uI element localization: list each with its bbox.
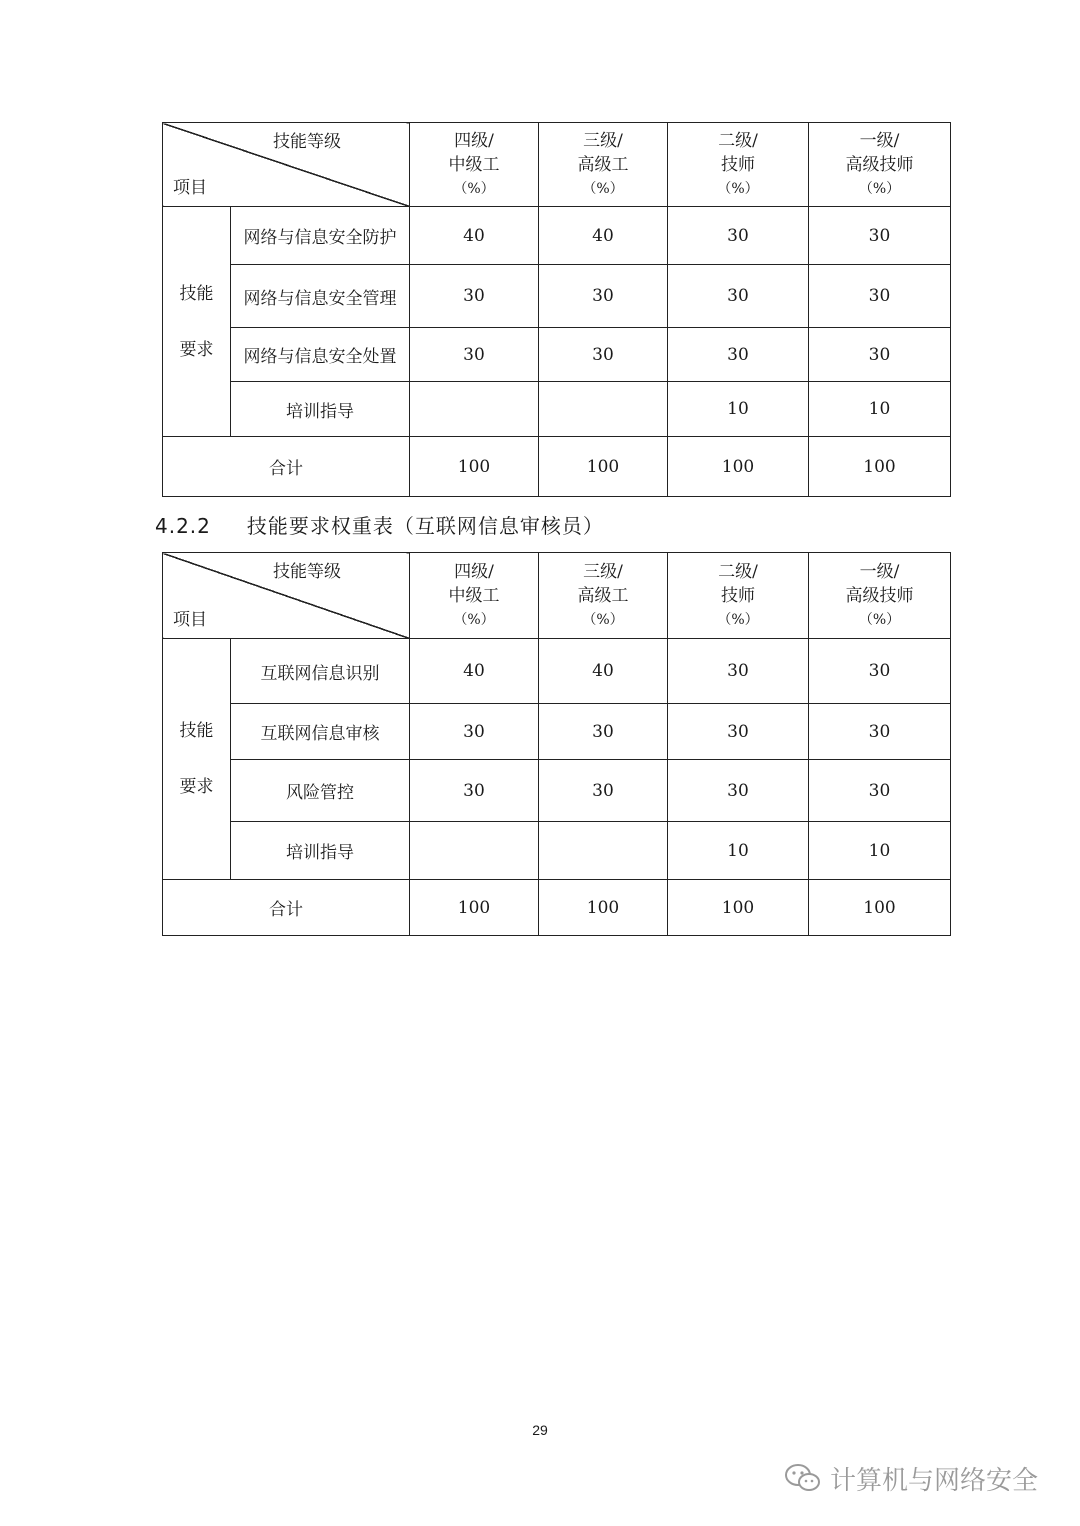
- value-cell: 30: [410, 265, 539, 328]
- value-cell: [539, 822, 668, 880]
- value-cell: 30: [809, 207, 951, 265]
- item-name-cell: 互联网信息识别: [231, 639, 410, 704]
- item-name-cell: 网络与信息安全管理: [231, 265, 410, 328]
- level-header-3: 三级/ 高级工 （%）: [539, 123, 668, 207]
- table-row: [163, 207, 951, 265]
- value-cell: 30: [410, 760, 539, 822]
- value-cell: 30: [539, 704, 668, 760]
- skill-level-label: 技能等级: [273, 132, 341, 152]
- level-header-4: 四级/ 中级工 （%）: [410, 123, 539, 207]
- value-cell: 40: [410, 207, 539, 265]
- table-row: [163, 822, 951, 880]
- total-label: 合计: [163, 437, 410, 497]
- watermark: [784, 1456, 1038, 1500]
- value-cell: 40: [539, 207, 668, 265]
- level-header-2: 二级/ 技师 （%）: [668, 123, 809, 207]
- value-cell: 30: [809, 704, 951, 760]
- category-cell: 技能 要求: [163, 639, 231, 880]
- section-heading: 技能要求权重表（互联网信息审核员）: [246, 514, 604, 538]
- total-label: 合计: [163, 880, 410, 936]
- weight-table-1: [162, 122, 951, 497]
- total-value-cell: 100: [539, 437, 668, 497]
- value-cell: 30: [668, 328, 809, 382]
- value-cell: 30: [809, 760, 951, 822]
- total-row: [163, 437, 951, 497]
- value-cell: 30: [668, 704, 809, 760]
- total-value-cell: 100: [809, 880, 951, 936]
- skill-level-label: 技能等级: [273, 562, 341, 582]
- level-header-1: 一级/ 高级技师 （%）: [809, 553, 951, 639]
- value-cell: 30: [410, 704, 539, 760]
- total-value-cell: 100: [668, 880, 809, 936]
- section-title: [155, 510, 604, 539]
- value-cell: 30: [668, 207, 809, 265]
- table-row: [163, 328, 951, 382]
- total-value-cell: 100: [809, 437, 951, 497]
- value-cell: 40: [539, 639, 668, 704]
- category-cell: 技能 要求: [163, 207, 231, 437]
- table-row: [163, 265, 951, 328]
- diagonal-header-cell: [163, 553, 410, 639]
- table-header-row: [163, 123, 951, 207]
- table-row: [163, 760, 951, 822]
- item-name-cell: 培训指导: [231, 822, 410, 880]
- level-header-2: 二级/ 技师 （%）: [668, 553, 809, 639]
- value-cell: 30: [809, 328, 951, 382]
- item-name-cell: 互联网信息审核: [231, 704, 410, 760]
- table-header-row: [163, 553, 951, 639]
- weight-table-2: [162, 552, 951, 936]
- item-label: 项目: [173, 610, 207, 630]
- value-cell: 30: [539, 328, 668, 382]
- watermark-text: 计算机与网络安全: [830, 1465, 1039, 1496]
- value-cell: 10: [809, 382, 951, 437]
- value-cell: [410, 822, 539, 880]
- value-cell: 10: [668, 382, 809, 437]
- total-value-cell: 100: [668, 437, 809, 497]
- value-cell: 10: [668, 822, 809, 880]
- level-header-1: 一级/ 高级技师 （%）: [809, 123, 951, 207]
- table-row: [163, 382, 951, 437]
- total-value-cell: 100: [539, 880, 668, 936]
- value-cell: 30: [668, 265, 809, 328]
- total-row: [163, 880, 951, 936]
- table-row: [163, 704, 951, 760]
- level-header-3: 三级/ 高级工 （%）: [539, 553, 668, 639]
- diagonal-header-cell: [163, 123, 410, 207]
- value-cell: [539, 382, 668, 437]
- value-cell: 30: [668, 760, 809, 822]
- item-name-cell: 网络与信息安全防护: [231, 207, 410, 265]
- value-cell: 30: [668, 639, 809, 704]
- value-cell: 10: [809, 822, 951, 880]
- wechat-icon: [784, 1462, 822, 1494]
- value-cell: 30: [410, 328, 539, 382]
- section-number: 4.2.2: [155, 514, 211, 538]
- item-label: 项目: [173, 178, 207, 198]
- value-cell: 40: [410, 639, 539, 704]
- page-number: 29: [532, 1422, 548, 1438]
- total-value-cell: 100: [410, 880, 539, 936]
- total-value-cell: 100: [410, 437, 539, 497]
- level-header-4: 四级/ 中级工 （%）: [410, 553, 539, 639]
- table-row: [163, 639, 951, 704]
- value-cell: [410, 382, 539, 437]
- value-cell: 30: [539, 265, 668, 328]
- item-name-cell: 培训指导: [231, 382, 410, 437]
- item-name-cell: 网络与信息安全处置: [231, 328, 410, 382]
- value-cell: 30: [809, 265, 951, 328]
- item-name-cell: 风险管控: [231, 760, 410, 822]
- value-cell: 30: [809, 639, 951, 704]
- value-cell: 30: [539, 760, 668, 822]
